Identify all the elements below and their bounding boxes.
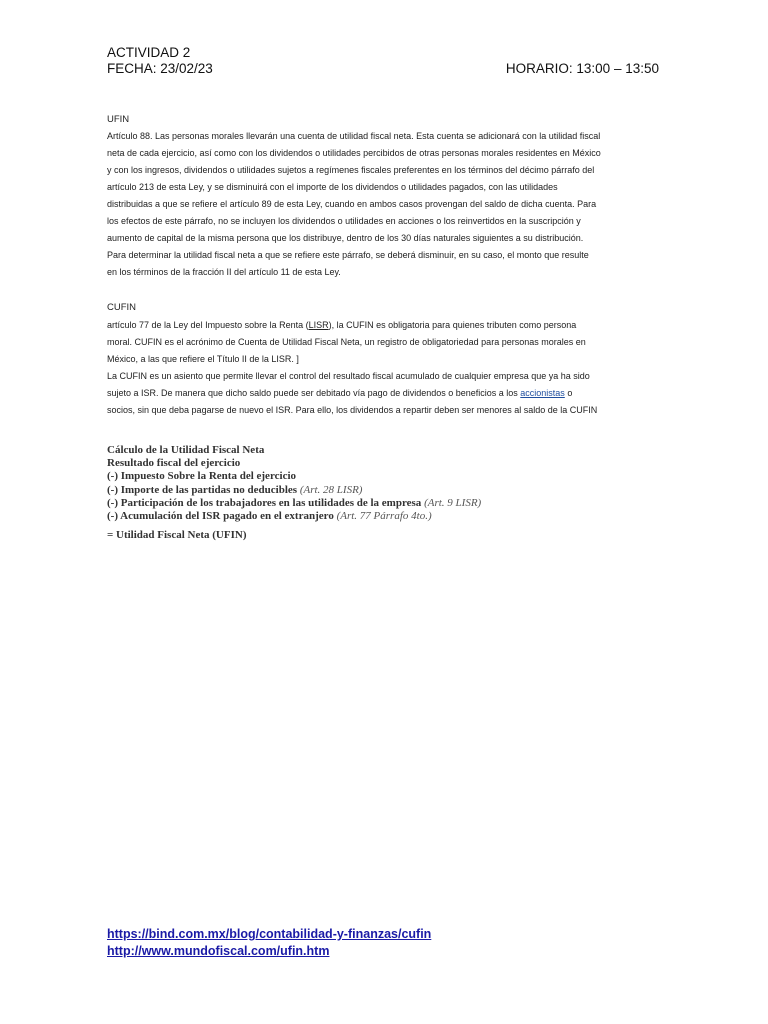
ufin-paragraph [107, 128, 659, 281]
schedule-label: HORARIO: 13:00 – 13:50 [505, 61, 659, 76]
calc-line [107, 484, 481, 497]
paragraph-line: distribuidas a que se refiere el artículo 89 de esta Ley, cuando en ambos casos provengan del saldo de dicha cuenta. Para [107, 199, 597, 209]
line-text: ), la CUFIN es obligatoria para quienes tributen como persona [328, 320, 577, 330]
line-text: o [564, 388, 573, 398]
paragraph-line: en los términos de la fracción II del artículo 11 de esta Ley. [107, 267, 341, 277]
calc-line: Resultado fiscal del ejercicio [107, 457, 241, 470]
document-header [107, 45, 659, 78]
reference-link-bind[interactable]: https://bind.com.mx/blog/contabilidad-y-finanzas/cufin [107, 927, 432, 941]
cufin-paragraph [107, 317, 659, 419]
reference-link-mundofiscal[interactable]: http://www.mundofiscal.com/ufin.htm [107, 944, 330, 958]
paragraph-line: los efectos de este párrafo, no se incluyen los dividendos o utilidades en acciones o los reinvertidos en la suscripción y [107, 216, 581, 226]
header-row [107, 60, 659, 78]
calc-result: = Utilidad Fiscal Neta (UFIN) [107, 529, 247, 542]
calc-line-text: (-) Participación de los trabajadores en las utilidades de la empresa [107, 496, 422, 509]
paragraph-line: aumento de capital de la misma persona que los distribuye, dentro de los 30 días naturales siguientes a su distribución. [107, 233, 584, 243]
paragraph-line [107, 385, 659, 402]
paragraph-line [107, 317, 659, 334]
calc-line [107, 497, 481, 510]
accionistas-link[interactable]: accionistas [520, 388, 565, 398]
paragraph-line: México, a las que refiere el Título II de la LISR. ] [107, 354, 299, 364]
activity-title: ACTIVIDAD 2 [107, 45, 191, 60]
calc-line-ref: (Art. 9 LISR) [421, 496, 482, 509]
paragraph-line: Artículo 88. Las personas morales llevarán una cuenta de utilidad fiscal neta. Esta cuenta se adicionará con la utilidad fiscal [107, 131, 601, 141]
calc-line-text: (-) Acumulación del ISR pagado en el extranjero [107, 510, 334, 523]
ufin-heading: UFIN [107, 114, 130, 125]
date-label: FECHA: 23/02/23 [107, 61, 213, 76]
paragraph-line: y con los ingresos, dividendos o utilidades sujetos a regímenes fiscales preferentes en los términos del décimo párrafo del [107, 165, 595, 175]
paragraph-line: La CUFIN es un asiento que permite llevar el control del resultado fiscal acumulado de cualquier empresa que ya ha sido [107, 371, 590, 381]
calc-line [107, 510, 481, 523]
calc-title: Cálculo de la Utilidad Fiscal Neta [107, 444, 265, 456]
paragraph-line: neta de cada ejercicio, así como con los dividendos o utilidades percibidos de otras personas morales residentes en México [107, 148, 601, 158]
paragraph-line: Para determinar la utilidad fiscal neta a que se refiere este párrafo, se deberá disminuir, en su caso, el monto que resulte [107, 250, 589, 260]
paragraph-line: socios, sin que deba pagarse de nuevo el ISR. Para ello, los dividendos a repartir deben ser menores al saldo de la CUFIN [107, 405, 598, 415]
ufin-calculation [107, 444, 481, 542]
calc-line-text: (-) Importe de las partidas no deducibles [107, 483, 298, 496]
line-text: sujeto a ISR. De manera que dicho saldo puede ser debitado vía pago de dividendos o beneficios a los [107, 388, 521, 398]
calc-line-ref: (Art. 28 LISR) [297, 483, 363, 496]
lisr-link[interactable]: LISR [308, 320, 329, 330]
line-text: artículo 77 de la Ley del Impuesto sobre la Renta ( [107, 320, 309, 330]
paragraph-line: moral. CUFIN es el acrónimo de Cuenta de Utilidad Fiscal Neta, un registro de obligatoriedad para personas morales en [107, 337, 586, 347]
cufin-heading: CUFIN [107, 302, 137, 313]
calc-line-ref: (Art. 77 Párrafo 4to.) [333, 510, 432, 523]
calc-line: (-) Impuesto Sobre la Renta del ejercicio [107, 470, 297, 483]
paragraph-line: artículo 213 de esta Ley, y se disminuirá con el importe de los dividendos o utilidades pagados, con las utilidades [107, 182, 558, 192]
references [107, 926, 431, 960]
